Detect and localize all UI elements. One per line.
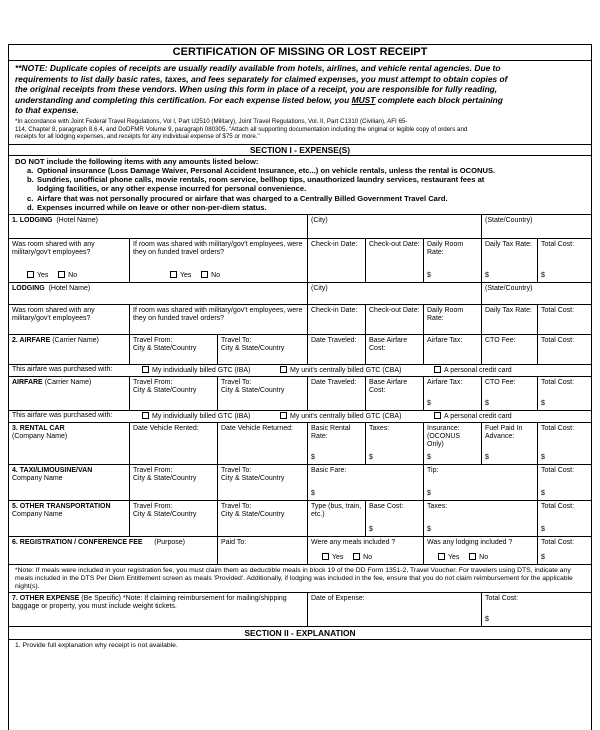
form-title: CERTIFICATION OF MISSING OR LOST RECEIPT xyxy=(9,45,591,61)
taxi-company-field[interactable]: 4. TAXI/LIMOUSINE/VAN Company Name xyxy=(12,466,93,483)
note-block xyxy=(9,61,591,116)
transport-total-field[interactable]: Total Cost: $ xyxy=(537,501,592,536)
other-expense-total-field[interactable]: Total Cost: $ xyxy=(481,593,592,626)
travel-to-field[interactable]: Travel To: City & State/Country xyxy=(217,377,307,410)
rental-taxes-field[interactable]: Taxes: $ xyxy=(365,423,423,464)
transport-type-field[interactable]: Type (bus, train, etc.) xyxy=(307,501,365,536)
cto-fee-field[interactable]: CTO Fee: $ xyxy=(481,377,537,410)
airfare-total-field[interactable]: Total Cost: xyxy=(537,335,592,364)
base-airfare-field[interactable]: Base Airfare Cost: xyxy=(365,377,423,410)
section-2-title: SECTION II - EXPLANATION xyxy=(9,627,591,640)
travel-from-field[interactable]: Travel From: City & State/Country xyxy=(129,465,217,500)
exclusion-item: c. Airfare that was not personally procured or airfare that was charged to a Centrally Billed Government Travel Card. xyxy=(27,193,448,203)
basic-rental-rate-field[interactable]: Basic Rental Rate: $ xyxy=(307,423,365,464)
airfare-total-field[interactable]: Total Cost: $ xyxy=(537,377,592,410)
regs-line: 114, Chapter 8, paragraph 8.6.4, and DoDFMR Volume 9, paragraph 080305, "Attach all supporting documentation including the original or legible copy of orders and xyxy=(15,125,468,133)
taxi-row xyxy=(9,465,591,501)
tip-field[interactable]: Tip: $ xyxy=(423,465,537,500)
yes-checkbox[interactable] xyxy=(438,553,445,560)
daily-tax-rate-field[interactable]: Daily Tax Rate: $ xyxy=(481,239,537,282)
room-shared-cell: Was room shared with any military/gov't employees? Yes No xyxy=(12,240,95,279)
check-in-field[interactable]: Check-in Date: xyxy=(307,305,365,334)
form-sheet xyxy=(8,44,592,730)
transport-taxes-field[interactable]: Taxes: $ xyxy=(423,501,537,536)
no-checkbox[interactable] xyxy=(353,553,360,560)
other-expense-row xyxy=(9,593,591,627)
personal-card-checkbox[interactable] xyxy=(434,366,441,373)
cba-checkbox[interactable] xyxy=(280,366,287,373)
airfare-1-row xyxy=(9,335,591,365)
room-shared-cell: Was room shared with any military/gov't employees? xyxy=(12,306,95,323)
yes-checkbox[interactable] xyxy=(27,271,34,278)
shared-funded-cell: If room was shared with military/gov't employees, were they on funded travel orders? xyxy=(129,305,307,334)
lodging-2-name-row xyxy=(9,283,591,305)
yes-no-pair: Yes No xyxy=(27,271,77,280)
rental-car-row xyxy=(9,423,591,465)
yes-checkbox[interactable] xyxy=(322,553,329,560)
lodging-city-field[interactable]: (City) xyxy=(307,283,481,304)
lodging-included-cell: Was any lodging included ? Yes No xyxy=(423,537,537,564)
lodging-1-detail-row xyxy=(9,239,591,283)
carrier-name-field[interactable]: AIRFARE (Carrier Name) xyxy=(12,378,92,386)
airfare-tax-field[interactable]: Airfare Tax: $ xyxy=(423,377,481,410)
date-traveled-field[interactable]: Date Traveled: xyxy=(307,335,365,364)
base-cost-field[interactable]: Base Cost: $ xyxy=(365,501,423,536)
registration-total-field[interactable]: Total Cost: $ xyxy=(537,537,592,564)
iba-checkbox[interactable] xyxy=(142,366,149,373)
lodging-city-field[interactable]: (City) xyxy=(307,215,481,238)
explanation-area[interactable] xyxy=(9,652,591,712)
travel-to-field[interactable]: Travel To: City & State/Country xyxy=(217,465,307,500)
rental-company-field[interactable]: 3. RENTAL CAR (Company Name) xyxy=(12,424,68,441)
must-emphasis: MUST xyxy=(351,94,376,105)
section-1-title: SECTION I - EXPENSE(S) xyxy=(9,145,591,156)
paid-to-field[interactable]: Paid To: xyxy=(217,537,307,564)
note-line: the original receipts from these vendors. When using this form in place of a receipt, you are responsible for fully reading, xyxy=(15,84,498,95)
exclusions-list xyxy=(9,156,591,215)
payment-method-line: This airfare was purchased with: My individually billed GTC (IBA) My unit's centrally billed GTC (CBA) A personal credit card xyxy=(12,365,512,374)
other-expense-field[interactable]: 7. OTHER EXPENSE (Be Specific) *Note: If claiming reimbursement for mailing/shipping baggage or property, you must include weight tickets. xyxy=(12,594,287,611)
transport-company-field[interactable]: 5. OTHER TRANSPORTATION Company Name xyxy=(12,502,111,519)
exclusion-item: d. Expenses incurred while on leave or other non-per-diem status. xyxy=(27,202,267,212)
yes-checkbox[interactable] xyxy=(170,271,177,278)
travel-from-field[interactable]: Travel From: City & State/Country xyxy=(129,501,217,536)
cto-fee-field[interactable]: CTO Fee: xyxy=(481,335,537,364)
travel-from-field[interactable]: Travel From: City & State/Country xyxy=(129,377,217,410)
hotel-name-field[interactable]: 1. LODGING (Hotel Name) xyxy=(12,216,98,224)
meals-included-cell: Were any meals included ? Yes No xyxy=(307,537,423,564)
shared-funded-cell: If room was shared with military/gov't employees, were they on funded travel orders? Yes No xyxy=(129,239,307,282)
date-returned-field[interactable]: Date Vehicle Returned: xyxy=(217,423,307,464)
note-line: understanding and completing this certification. For each expense listed below, you MUST complete each block pertaining xyxy=(15,94,503,105)
note-line: **NOTE: Duplicate copies of receipts are usually readily available from hotels, airlines, and vehicle rental agencies. Due to xyxy=(15,63,501,73)
yes-no-pair: Yes No xyxy=(322,553,372,562)
registration-row xyxy=(9,537,591,565)
travel-from-field[interactable]: Travel From: City & State/Country xyxy=(129,335,217,364)
lodging-1-name-row xyxy=(9,215,591,239)
fuel-paid-field[interactable]: Fuel Paid In Advance: $ xyxy=(481,423,537,464)
taxi-total-field[interactable]: Total Cost: $ xyxy=(537,465,592,500)
carrier-name-field[interactable]: 2. AIRFARE (Carrier Name) xyxy=(12,336,99,344)
lodging-total-field[interactable]: Total Cost: xyxy=(537,305,592,334)
lodging-total-field[interactable]: Total Cost: $ xyxy=(537,239,592,282)
other-transport-row xyxy=(9,501,591,537)
registration-note-row xyxy=(9,565,591,593)
exclusion-item: b. Sundries, unofficial phone calls, movie rentals, room service, bellhop tips, unauthorized laundry services, restaurant fees at xyxy=(27,175,485,185)
travel-to-field[interactable]: Travel To: City & State/Country xyxy=(217,335,307,364)
insurance-oconus-field[interactable]: Insurance: (OCONUS Only) $ xyxy=(423,423,481,464)
daily-room-rate-field[interactable]: Daily Room Rate: xyxy=(423,305,481,334)
cba-checkbox[interactable] xyxy=(280,412,287,419)
date-traveled-field[interactable]: Date Traveled: xyxy=(307,377,365,410)
note-line: to that expense. xyxy=(15,105,79,116)
regs-line: receipts for all lodging expenses, and receipts for any individual expense of $75 or more." xyxy=(15,133,260,141)
yes-no-pair: Yes No xyxy=(438,553,488,562)
airfare-1-payment-row xyxy=(9,365,591,377)
check-in-field[interactable]: Check-in Date: xyxy=(307,239,365,282)
note-line: requirements to list daily basic rates, taxes, and fees separately for claimed expenses, you must attempt to obtain copies of xyxy=(15,73,508,84)
no-checkbox[interactable] xyxy=(201,271,208,278)
daily-tax-rate-field[interactable]: Daily Tax Rate: xyxy=(481,305,537,334)
regs-line: *In accordance with Joint Federal Travel Regulations, Vol I, Part U2510 (Military), Joint Travel Regulations, Vol. II, Part C1310 (Civilian), AFI 65- xyxy=(15,117,408,125)
regulations-block xyxy=(9,116,591,145)
basic-fare-field[interactable]: Basic Fare: $ xyxy=(307,465,423,500)
check-out-field[interactable]: Check-out Date: xyxy=(365,239,423,282)
check-out-field[interactable]: Check-out Date: xyxy=(365,305,423,334)
daily-room-rate-field[interactable]: Daily Room Rate: $ xyxy=(423,239,481,282)
travel-to-field[interactable]: Travel To: City & State/Country xyxy=(217,501,307,536)
exclusions-intro: DO NOT include the following items with any amounts listed below: xyxy=(15,156,259,166)
no-checkbox[interactable] xyxy=(469,553,476,560)
lodging-state-field[interactable]: (State/Country) xyxy=(481,283,592,304)
explanation-item-1: 1. Provide full explanation why receipt is not available. xyxy=(15,641,178,649)
lodging-2-detail-row xyxy=(9,305,591,335)
lodging-state-field[interactable]: (State/Country) xyxy=(481,215,592,238)
no-checkbox[interactable] xyxy=(58,271,65,278)
payment-method-line: This airfare was purchased with: My individually billed GTC (IBA) My unit's centrally billed GTC (CBA) A personal credit card xyxy=(12,411,512,420)
yes-no-pair: Yes No xyxy=(170,271,220,280)
airfare-2-payment-row xyxy=(9,411,591,423)
registration-note: *Note: If meals were included in your registration fee, you must claim them as deductible meals in block 19 of the DD Form 1351-2, Travel Voucher. For travelers using DTS, indicate any meals included in the DTS Per Diem Entitlement screen as meals 'Provided'. Additionally, if lodging was included in the fee, ensure that you do not claim reimbursement for the applicable night(s). xyxy=(15,566,573,591)
date-of-expense-field[interactable]: Date of Expense: xyxy=(307,593,481,626)
iba-checkbox[interactable] xyxy=(142,412,149,419)
exclusion-item: a. Optional insurance (Loss Damage Waiver, Personal Accident Insurance, etc...) on vehicle rentals, unless the rental is OCONUS. xyxy=(27,165,496,175)
base-airfare-field[interactable]: Base Airfare Cost: xyxy=(365,335,423,364)
date-rented-field[interactable]: Date Vehicle Rented: xyxy=(129,423,217,464)
personal-card-checkbox[interactable] xyxy=(434,412,441,419)
airfare-2-row xyxy=(9,377,591,411)
rental-total-field[interactable]: Total Cost: $ xyxy=(537,423,592,464)
exclusion-item: lodging facilities, or any other expense incurred for personal convenience. xyxy=(37,184,307,194)
airfare-tax-field[interactable]: Airfare Tax: xyxy=(423,335,481,364)
hotel-name-field[interactable]: LODGING (Hotel Name) xyxy=(12,284,91,292)
registration-purpose-field[interactable]: 6. REGISTRATION / CONFERENCE FEE (Purpose) xyxy=(12,538,185,546)
